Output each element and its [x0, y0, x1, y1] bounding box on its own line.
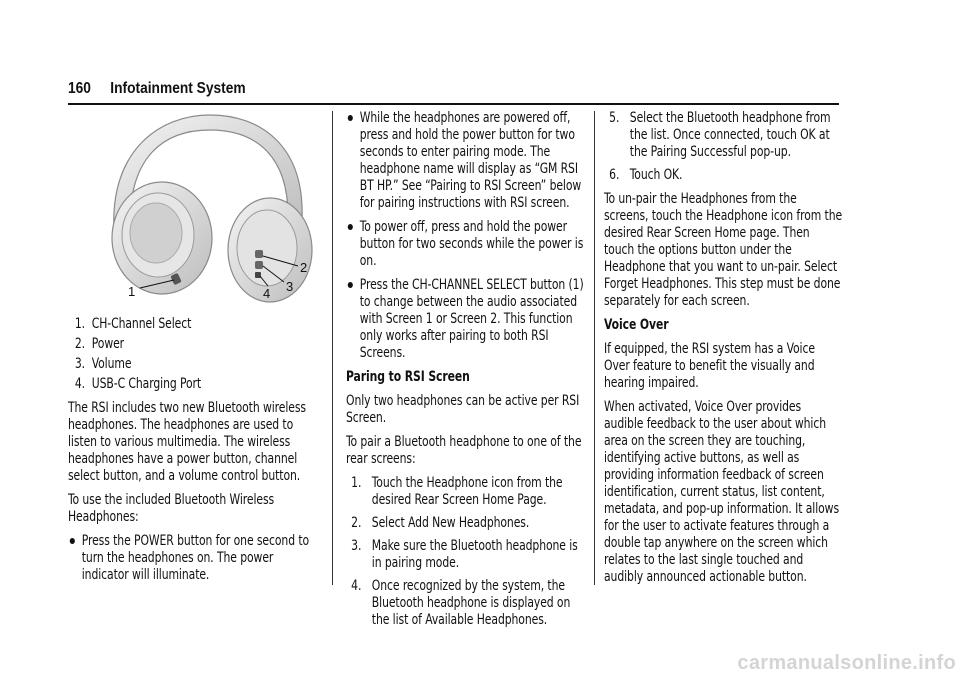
voice-over-paragraph: If equipped, the RSI system has a Voice Over feature to benefit the visually and hearing impaired.: [604, 341, 815, 391]
pairing-paragraph: Only two headphones can be active per RSI Screen.: [346, 393, 580, 426]
bullet-icon: [348, 282, 353, 288]
callout-4: 4: [263, 286, 271, 301]
bullet-icon: [70, 538, 75, 544]
bullet-item: While the headphones are powered off, press and hold the power button for two seconds to enter pairing mode. The headphone name will display as “GM RSI BT HP.” See “Pairing to RSI Screen” below for pairing instructions with RSI screen.: [346, 110, 587, 212]
bullet-item: Press the CH-CHANNEL SELECT button (1) to change between the audio associated with Screen 1 or Screen 2. This function only works after pairing to both RSI Screens.: [346, 277, 587, 362]
use-intro-paragraph: To use the included Bluetooth Wireless Headphones:: [68, 492, 275, 525]
column-1: [68, 316, 320, 591]
column-divider: [594, 111, 595, 585]
headphones-illustration: [100, 110, 320, 310]
watermark-link[interactable]: carmanualsonline.info: [737, 652, 956, 674]
bullet-icon: [348, 115, 353, 121]
bullet-item: To power off, press and hold the power button for two seconds while the power is on.: [346, 219, 587, 270]
callout-1: 1: [128, 284, 136, 299]
page-header: [68, 80, 246, 98]
legend-item: 1. CH-Channel Select: [74, 316, 192, 332]
header-rule: [68, 103, 839, 105]
column-2: [346, 110, 586, 636]
step-item: 3. Make sure the Bluetooth headphone is in pairing mode.: [351, 538, 578, 571]
pairing-heading: Paring to RSI Screen: [346, 369, 470, 385]
section-title: Infotainment System: [110, 80, 246, 97]
voice-over-heading: Voice Over: [604, 317, 669, 333]
page-number: 160: [68, 80, 91, 97]
step-item: 4. Once recognized by the system, the Bluetooth headphone is displayed on the list of Available Headphones.: [351, 578, 571, 628]
step-item: 2. Select Add New Headphones.: [351, 515, 530, 531]
callout-2: 2: [300, 260, 308, 275]
legend-item: 3. Volume: [74, 356, 132, 372]
callout-legend: [68, 316, 320, 393]
step-item: 5. Select the Bluetooth headphone from the list. Once connected, touch OK at the Pairing Successful pop-up.: [609, 110, 831, 160]
legend-item: 4. USB-C Charging Port: [74, 376, 202, 392]
column-3: [604, 110, 842, 593]
bullet-icon: [348, 224, 353, 230]
legend-item: 2. Power: [74, 336, 125, 352]
bullet-item: Press the POWER button for one second to turn the headphones on. The power indicator will illuminate.: [68, 533, 320, 584]
column-divider: [332, 111, 333, 585]
callout-3: 3: [286, 279, 294, 294]
pairing-paragraph: To pair a Bluetooth headphone to one of the rear screens:: [346, 434, 582, 467]
step-item: 1. Touch the Headphone icon from the desired Rear Screen Home Page.: [351, 475, 563, 508]
intro-paragraph: The RSI includes two new Bluetooth wireless headphones. The headphones are used to listen to various multimedia. The wireless headphones have a power button, channel select button, and a volume control button.: [68, 400, 306, 484]
step-item: 6. Touch OK.: [609, 167, 683, 183]
voice-over-paragraph: When activated, Voice Over provides audible feedback to the user about which area on the screen they are touching, identifying active buttons, as well as providing information feedback of screen identification, current status, list content, metadata, and pop-up information. It allows for the user to activate features through a double tap anywhere on the screen which relates to the last single touched and audibly announced actionable button.: [604, 399, 840, 585]
unpair-paragraph: To un-pair the Headphones from the screens, touch the Headphone icon from the desired Rear Screen Home page. Then touch the options button under the Headphone that you want to un-pair. Select Forget Headphones. This step must be done separately for each screen.: [604, 191, 843, 309]
